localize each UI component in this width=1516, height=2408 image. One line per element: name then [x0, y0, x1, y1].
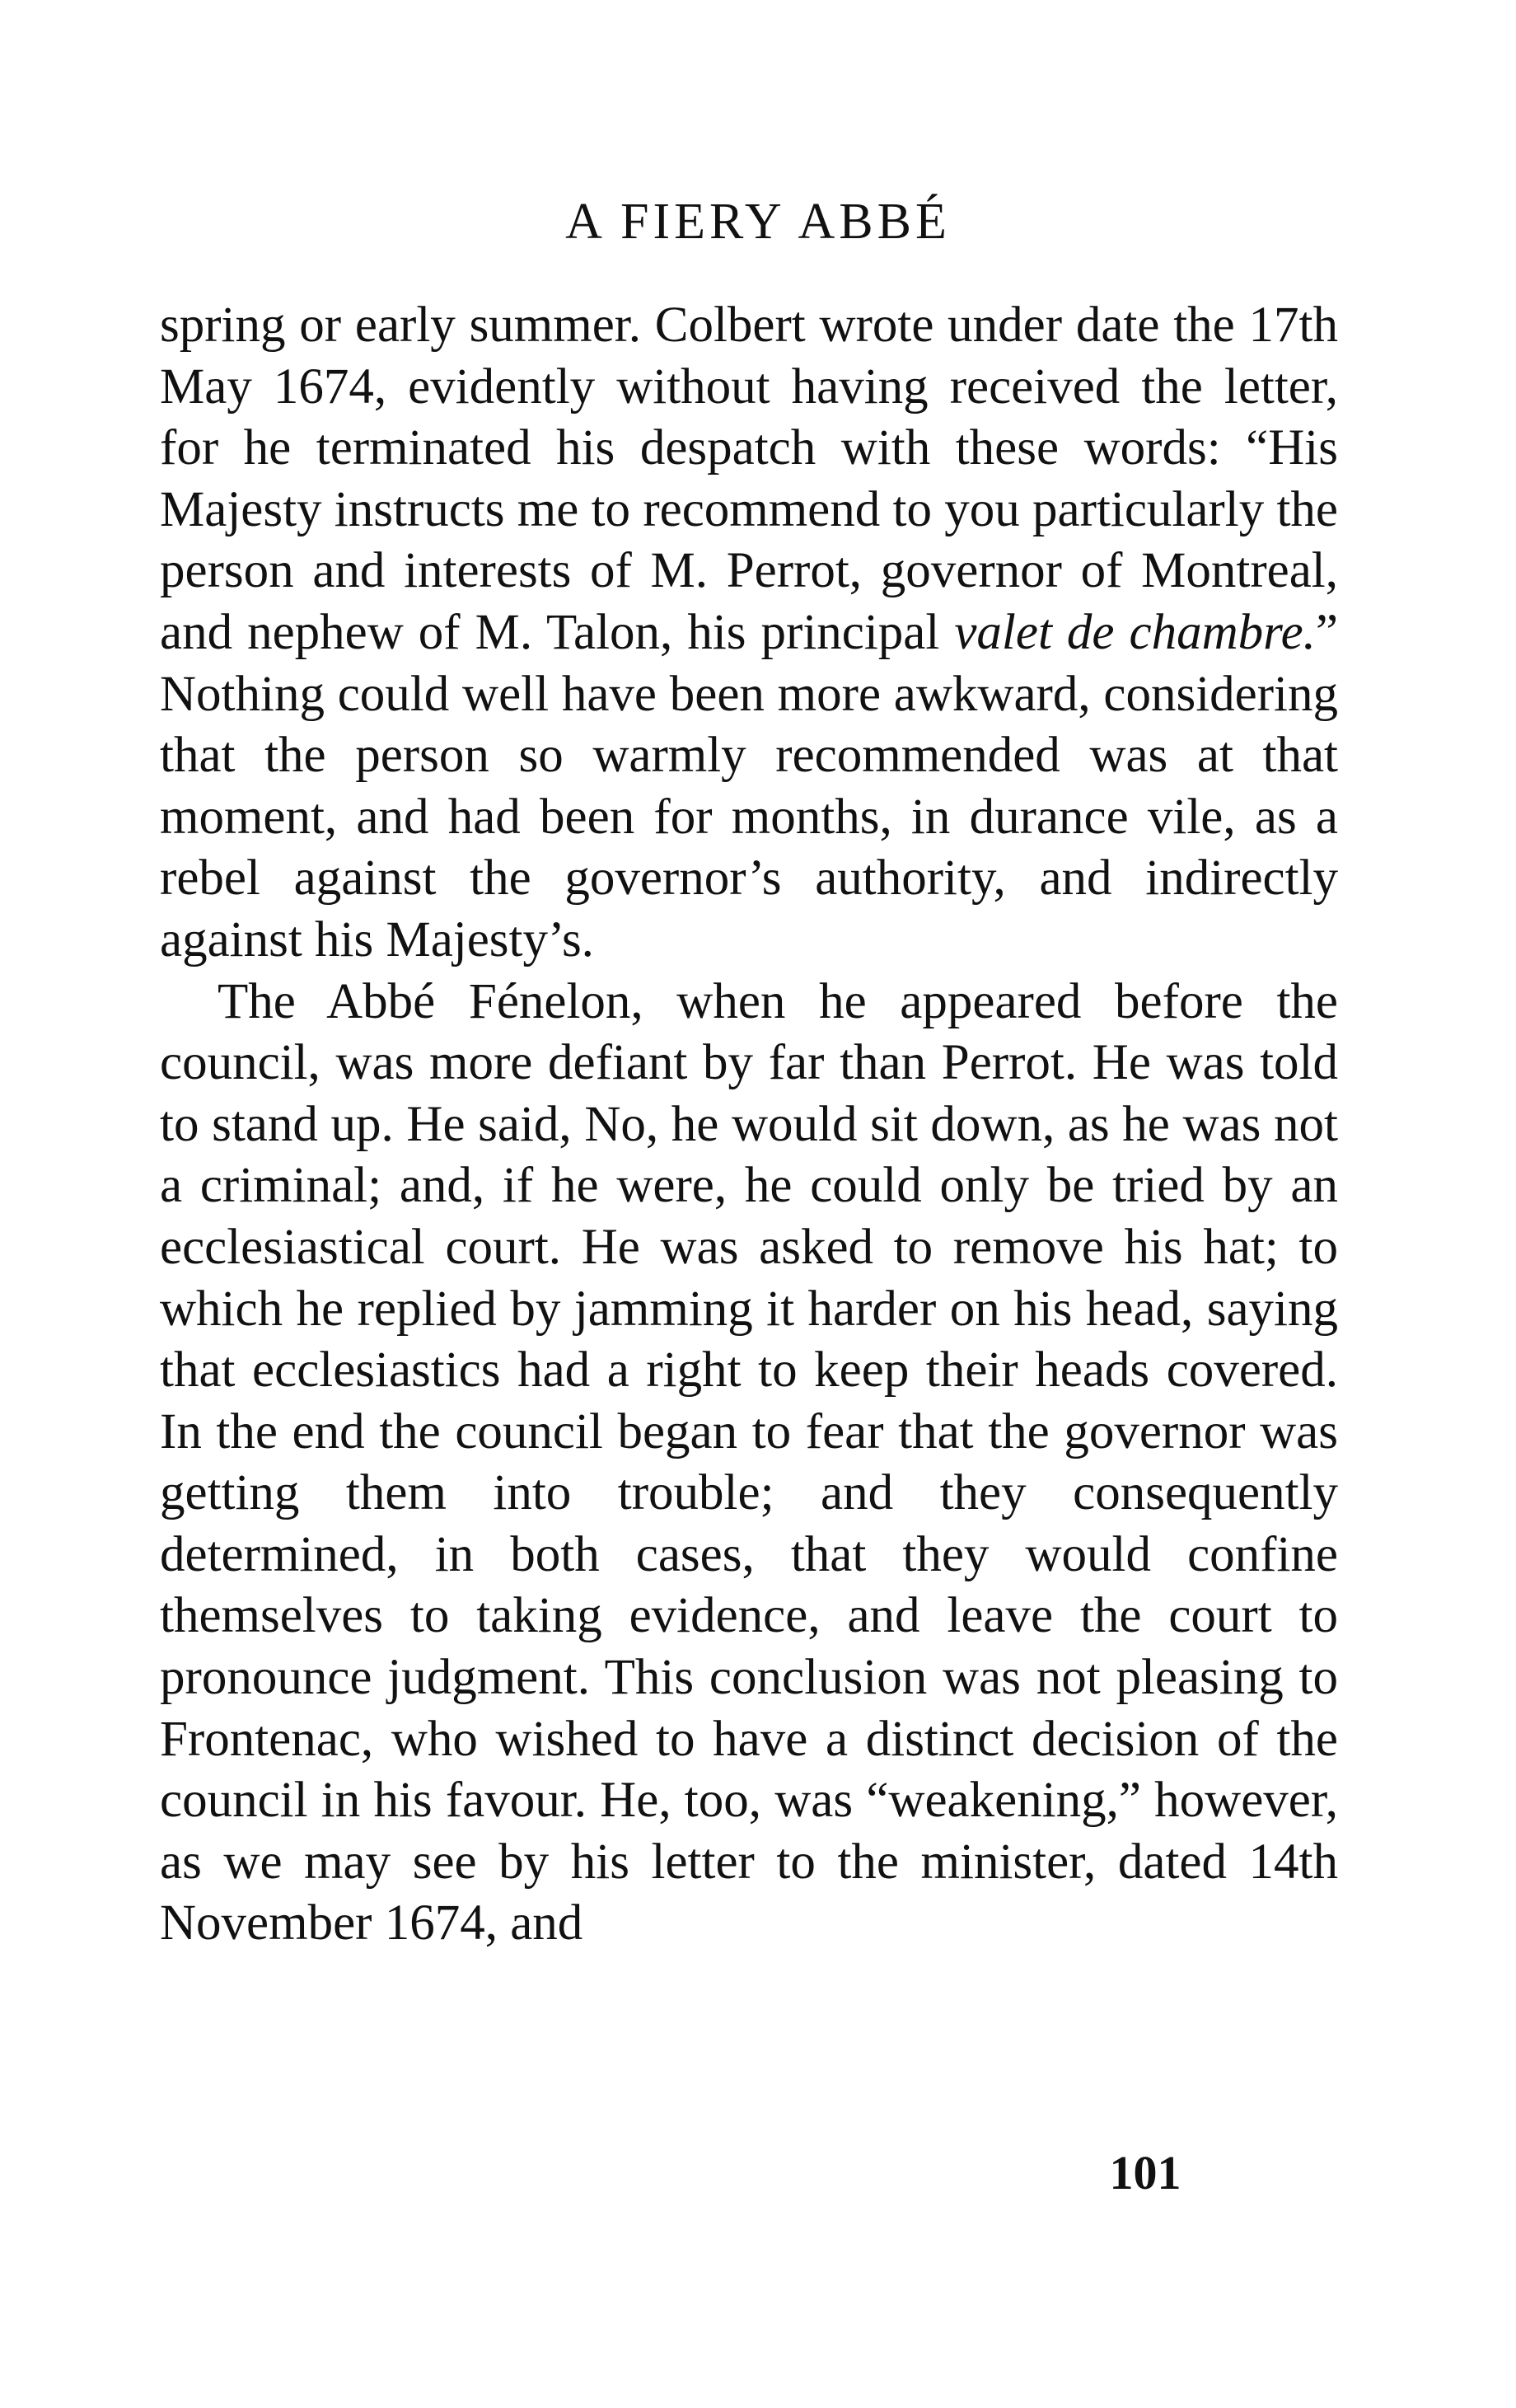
paragraph-2: The Abbé Fénelon, when he appeared before the council, was more defiant by far than Perrot. He was told to stand up. He said, No, he would sit down, as he was not a criminal; and, if he were, he could only be tried by an ecclesiastical court. He was asked to remove his hat; to which he replied by jamming it harder on his head, saying that ecclesiastics had a right to keep their heads covered. In the end the council began to fear that the governor was getting them into trouble; and they consequently determined, in both cases, that they would confine themselves to taking evidence, and leave the court to pronounce judgment. This conclusion was not pleasing to Frontenac, who wished to have a distinct decision of the council in his favour. He, too, was “weakening,” however, as we may see by his letter to the minister, dated 14th November 1674, and	[160, 973, 1338, 1951]
page-number: 101	[1109, 2146, 1181, 2200]
paragraph-1	[160, 295, 1338, 972]
paragraph-1-text-b: ” Nothing could well have been more awkward, considering that the person so warmly recommended was at that moment, and had been for months, in durance vile, as a rebel against the governor’s authority, and indirectly against his Majesty’s.	[160, 604, 1338, 967]
running-head: A FIERY ABBÉ	[565, 194, 951, 250]
body-text	[160, 295, 1338, 1955]
paragraph-1-italic-phrase: valet de chambre.	[954, 604, 1316, 660]
paragraph-1-text-a: spring or early summer. Colbert wrote under date the 17th May 1674, evidently without having received the letter, for he terminated his despatch with these words: “His Majesty instructs me to recommend to you particularly the person and interests of M. Perrot, governor of Montreal, and nephew of M. Talon, his principal	[160, 297, 1338, 660]
